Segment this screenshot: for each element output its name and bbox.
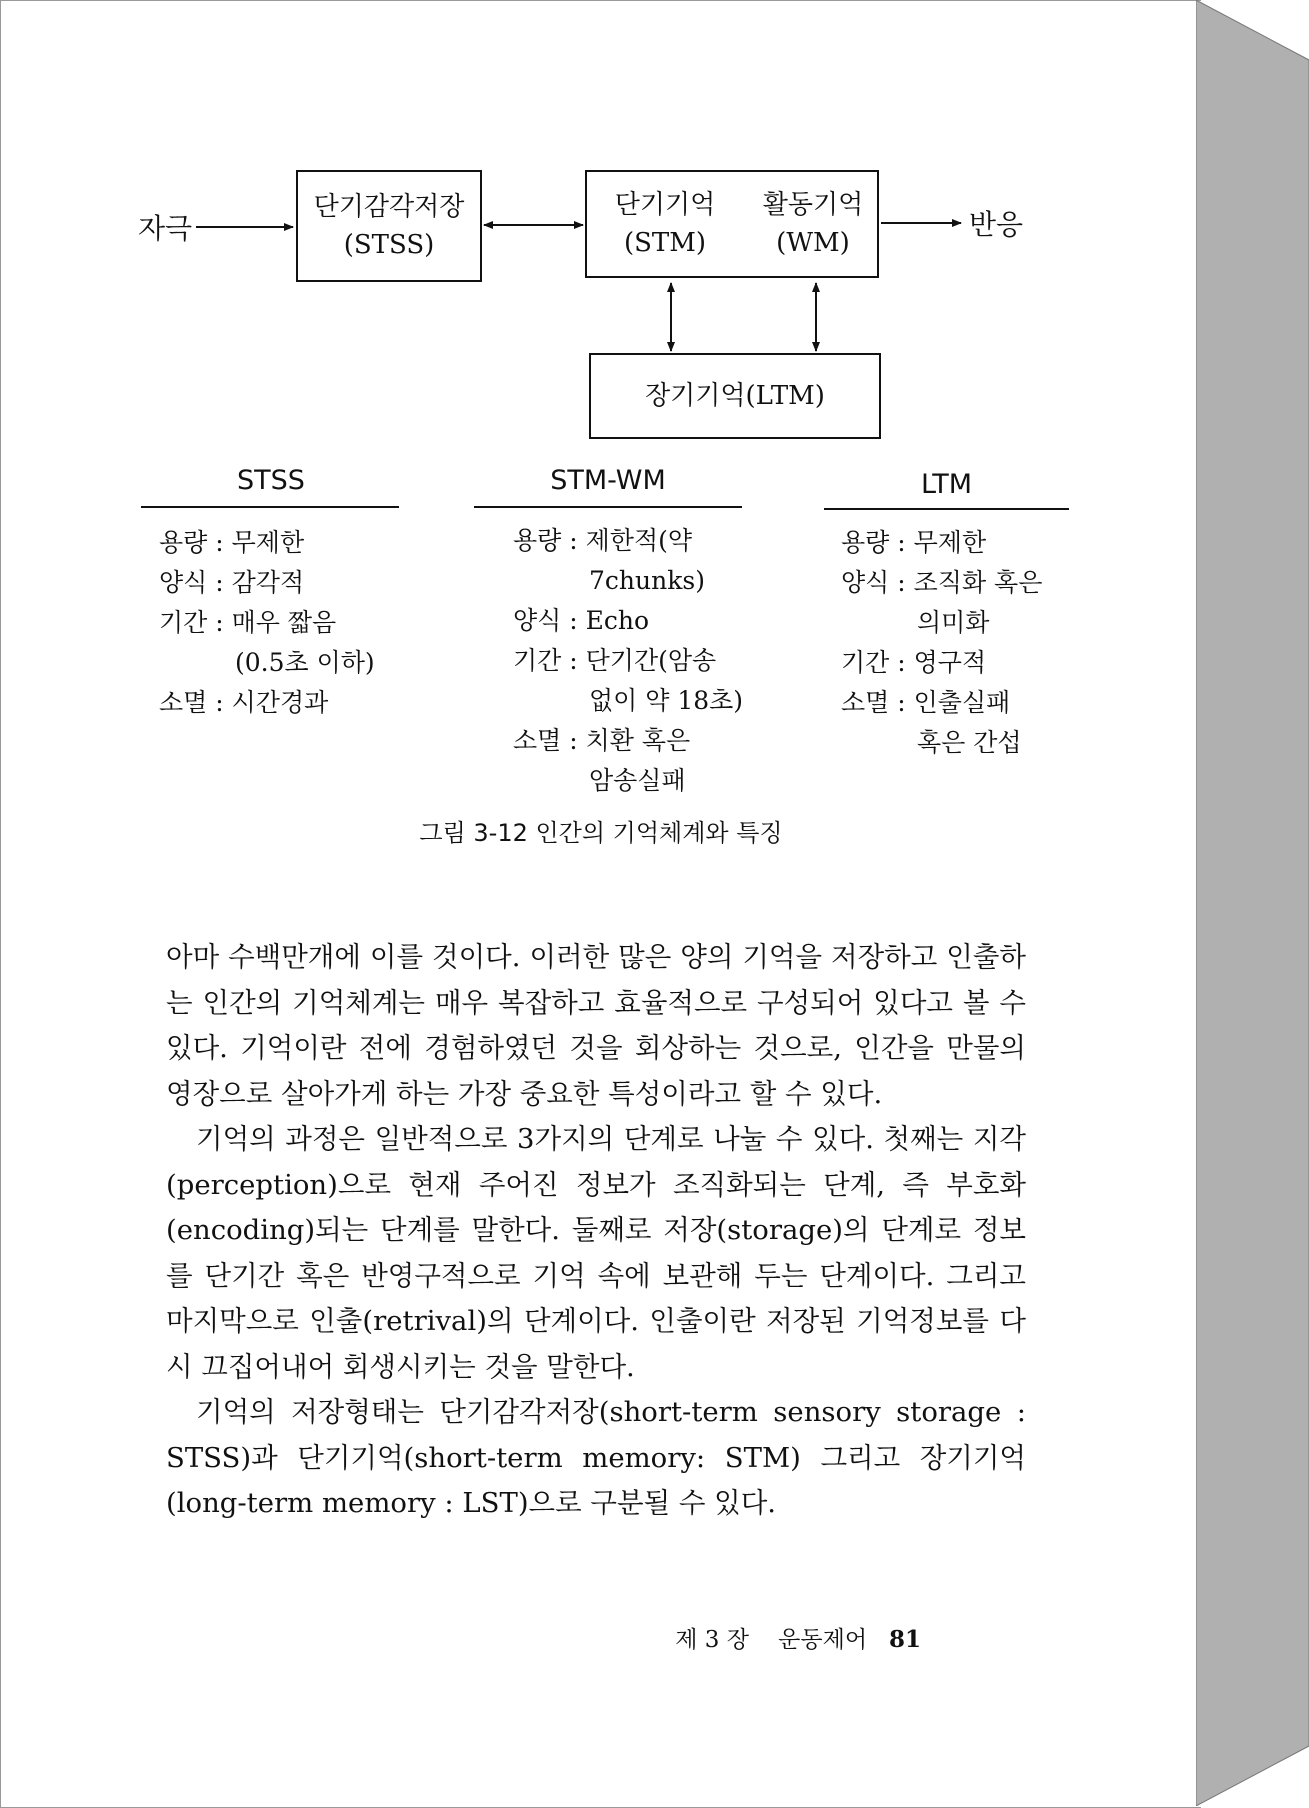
stss-box-abbr: (STSS) — [343, 230, 435, 260]
stss-box — [296, 170, 482, 282]
stm-row-decay: 소멸 : 치환 혹은 — [513, 726, 691, 755]
stss-row-capacity: 용량 : 무제한 — [159, 528, 305, 557]
stss-row-duration-cont: (0.5초 이하) — [235, 648, 375, 677]
wm-box-name: 활동기억 — [762, 190, 864, 220]
paragraph-1: 아마 수백만개에 이를 것이다. 이러한 많은 양의 기억을 저장하고 인출하는 인간의 기억체계는 매우 복잡하고 효율적으로 구성되어 있다고 볼 수 있다. 기억이란 전에 경험하였던 것을 회상하는 것으로, 인간을 만물의 영장으로 살아가게 하는 가장 중요한 특성이라고 할 수 있다. — [166, 941, 1026, 1110]
stm-row-duration: 기간 : 단기간(암송 — [513, 646, 717, 675]
column-title-stss: STSS — [237, 465, 305, 496]
stss-row-mode: 양식 : 감각적 — [159, 568, 305, 597]
body-text — [166, 935, 1026, 1527]
figure-caption: 그림 3-12 인간의 기억체계와 특징 — [419, 819, 783, 847]
stm-row-duration-cont: 없이 약 18초) — [589, 686, 744, 715]
ltm-row-mode-cont: 의미화 — [917, 608, 990, 637]
column-ltm — [841, 523, 1042, 763]
wm-box — [749, 172, 877, 276]
stimulus-label: 자극 — [138, 212, 193, 245]
page-footer — [675, 1621, 921, 1654]
ltm-box — [589, 353, 881, 439]
paragraph-2: 기억의 과정은 일반적으로 3가지의 단계로 나눌 수 있다. 첫째는 지각(perception)으로 현재 주어진 정보가 조직화되는 단계, 즉 부호화(encoding)되는 단계를 말한다. 둘째로 저장(storage)의 단계로 정보를 단기간 혹은 반영구적으로 기억 속에 보관해 두는 단계이다. 그리고 마지막으로 인출(retrival)의 단계이다. 인출이란 저장된 기억정보를 다시 끄집어내어 회생시키는 것을 말한다. — [166, 1123, 1026, 1383]
footer-page-number: 81 — [888, 1626, 921, 1653]
stm-box-name: 단기기억 — [614, 190, 716, 220]
paragraph-3: 기억의 저장형태는 단기감각저장(short-term sensory storage : STSS)과 단기기억(short-term memory: STM) 그리고 장기기억(long-term memory : LST)으로 구분될 수 있다. — [166, 1396, 1026, 1519]
ltm-row-decay-cont: 혹은 간섭 — [917, 728, 1022, 757]
column-rule-stm-wm — [474, 506, 742, 508]
wm-box-abbr: (WM) — [776, 228, 850, 258]
column-stss — [159, 523, 375, 723]
response-label: 반응 — [969, 208, 1024, 241]
stm-row-mode: 양식 : Echo — [513, 606, 650, 635]
stm-row-capacity: 용량 : 제한적(약 — [513, 526, 692, 555]
footer-title: 운동제어 — [778, 1627, 868, 1653]
stss-box-name: 단기감각저장 — [313, 192, 465, 222]
column-stm-wm — [513, 521, 743, 801]
column-title-stm-wm: STM-WM — [550, 465, 666, 496]
ltm-row-mode: 양식 : 조직화 혹은 — [841, 568, 1043, 597]
stm-row-capacity-cont: 7chunks) — [589, 566, 705, 595]
stss-row-duration: 기간 : 매우 짧음 — [159, 608, 337, 637]
ltm-box-label: 장기기억(LTM) — [645, 381, 825, 411]
column-rule-stss — [141, 506, 399, 508]
stss-row-decay: 소멸 : 시간경과 — [159, 688, 329, 717]
ltm-row-decay: 소멸 : 인출실패 — [841, 688, 1011, 717]
stm-box-abbr: (STM) — [623, 228, 707, 258]
footer-chapter: 제 3 장 — [675, 1627, 749, 1653]
column-title-ltm: LTM — [920, 469, 973, 500]
column-rule-ltm — [824, 508, 1069, 510]
stm-row-decay-cont: 암송실패 — [589, 766, 686, 795]
stm-box — [587, 172, 743, 276]
page-edge-shadow — [1196, 0, 1309, 1806]
ltm-row-duration: 기간 : 영구적 — [841, 648, 987, 677]
ltm-row-capacity: 용량 : 무제한 — [841, 528, 987, 557]
